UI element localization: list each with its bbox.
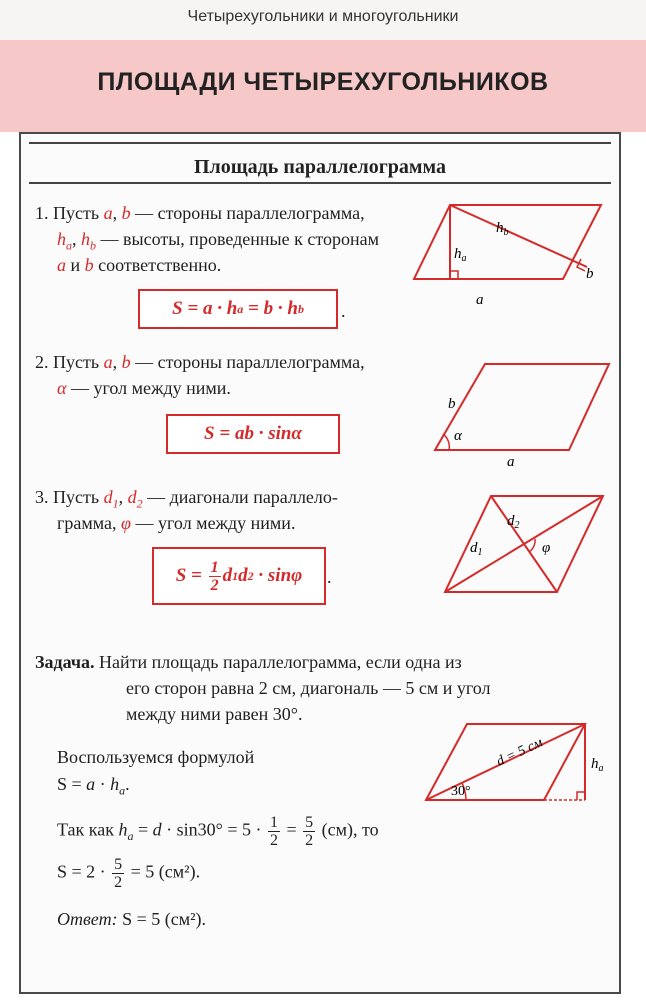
svg-text:b: b xyxy=(586,266,594,282)
svg-text:d1: $d_1$ xyxy=(470,540,483,558)
item2-line1: 2. Пусть a, b — стороны параллелограмма, xyxy=(35,352,365,372)
svg-text:d = 5 см: d = 5 см xyxy=(494,735,546,770)
answer-line: Ответ: S = 5 (см²). xyxy=(57,909,206,929)
formula-3: S = $\frac{1}{2}$ d 1 d 2 · sinφ xyxy=(152,547,326,605)
item1-line2: $h_a$, $h_b$ — высоты, проведенные к сторонам xyxy=(57,229,379,253)
task-line1: Задача. Найти площадь параллелограмма, если одна из xyxy=(35,652,462,672)
item1-line3: a и b соответственно. xyxy=(57,255,222,275)
svg-text:d2: $d_2$ xyxy=(507,513,520,531)
formula-2: S = ab · sinα xyxy=(166,414,340,454)
item3-line1: 3. Пусть $d_1$, $d_2$ — диагонали параллело- xyxy=(35,487,338,511)
content-panel: Площадь параллелограмма 1. Пусть a, b — стороны параллелограмма, $h_a$, $h_b$ — высоты, проведенные к сторонам a и b соответственно. S = a · h a = b · h b . $h_b$ $h_a$ a b 2. Пусть a, b — стороны параллелограмма, α — угол между ними. S = ab · sinα b α a 3. Пусть $d_1$, $d_2$ — диагонали параллело- грамма, φ — угол между ними. S = $\frac{1}{2}$ d 1 d 2 · sinφ . $d_2$ $d_1$ φ Задача. Найти площадь параллелограмма, если одна из его сторон равна 2 см, диагональ — 5 см и угол между ними равен 30°. d = 5 см $h_a$ 30° Воспользуемся формулой $S = a \cdot h_a$. Так как $h_a = d \cdot \sin 30^\circ = 5$ · $\frac{1}{2}$ = $\frac{5}{2}$ (см), то S = 2 · $\frac{5}{2}$ = 5 (см²). Ответ: S = 5 (см²). xyxy=(19,132,621,994)
svg-text:ha: $h_a$ xyxy=(591,756,604,774)
task-line2: его сторон равна 2 см, диагональ — 5 см и угол xyxy=(126,678,491,698)
svg-text:φ: φ xyxy=(542,540,551,556)
svg-text:a: a xyxy=(476,292,484,308)
solution-line1: Воспользуемся формулой xyxy=(57,747,255,767)
page-title: ПЛОЩАДИ ЧЕТЫРЕХУГОЛЬНИКОВ xyxy=(97,68,549,96)
svg-text:ha: $h_a$ xyxy=(454,246,467,264)
chapter-title: Четырехугольники и многоугольники xyxy=(187,8,459,25)
svg-text:a: a xyxy=(507,454,515,470)
title-banner xyxy=(0,40,646,132)
top-bar xyxy=(0,0,646,40)
task-line3: между ними равен 30°. xyxy=(126,704,303,724)
item2-line2: α — угол между ними. xyxy=(57,378,231,398)
item3-line2: грамма, φ — угол между ними. xyxy=(57,513,296,533)
formula-1: S = a · h a = b · h b xyxy=(138,289,338,329)
svg-text:30°: 30° xyxy=(451,784,471,799)
solution-line4: S = 2 · $\frac{5}{2}$ = 5 (см²). xyxy=(57,856,201,891)
item1-line1: 1. Пусть a, b — стороны параллелограмма, xyxy=(35,203,365,223)
svg-text:b: b xyxy=(448,396,456,412)
section-title: Площадь параллелограмма xyxy=(193,156,447,178)
solution-line2: $S = a \cdot h_a$. xyxy=(57,774,130,798)
svg-text:α: α xyxy=(454,428,462,444)
svg-text:hb: $h_b$ xyxy=(496,220,509,238)
solution-line3: Так как $h_a = d \cdot \sin 30^\circ = 5$ · $\frac{1}{2}$ = $\frac{5}{2}$ (см), то xyxy=(57,814,379,849)
